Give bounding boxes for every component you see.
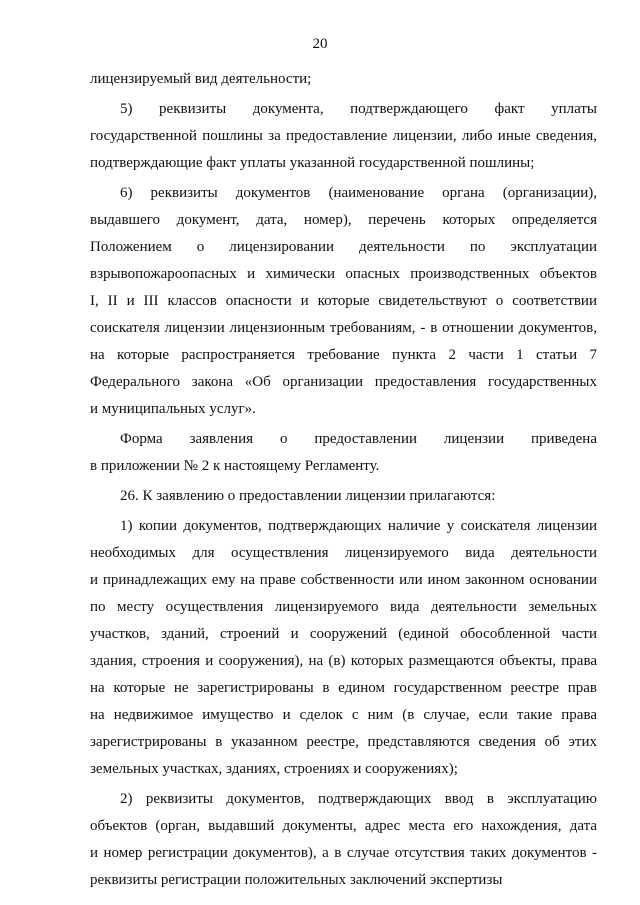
text-line: и принадлежащих ему на праве собственности или ином законном основании [90,572,597,588]
paragraph [90,426,597,480]
text-line: Положением о лицензировании деятельности по эксплуатации [90,239,597,255]
text-line: взрывопожароопасных и химически опасных производственных объектов [90,266,597,282]
paragraph [90,96,597,177]
text-line: выдавшего документ, дата, номер), перечень которых определяется [90,212,597,228]
text-line: соискателя лицензии лицензионным требованиям, - в отношении документов, [90,320,597,336]
text-line: земельных участках, зданиях, строениях и сооружениях); [90,761,458,777]
text-line: и муниципальных услуг». [90,401,256,417]
text-line: на которые распространяется требование пункта 2 части 1 статьи 7 [90,347,597,363]
text-line: необходимых для осуществления лицензируемого вида деятельности [90,545,597,561]
text-line: объектов (орган, выдавший документы, адрес места его нахождения, дата [90,818,597,834]
text-line: и номер регистрации документов), а в случае отсутствия таких документов - [90,845,597,861]
text-line: I, II и III классов опасности и которые свидетельствуют о соответствии [90,293,597,309]
page-number: 20 [312,36,328,52]
text-line: государственной пошлины за предоставление лицензии, либо иные сведения, [90,128,597,144]
paragraph [90,786,597,894]
text-line: 1) копии документов, подтверждающих наличие у соискателя лицензии [120,518,597,534]
paragraph [90,483,597,510]
document-body [90,66,597,897]
text-line: Федерального закона «Об организации предоставления государственных [90,374,597,390]
paragraph [90,513,597,783]
text-line: лицензируемый вид деятельности; [90,71,312,87]
paragraph [90,66,597,93]
paragraph [90,180,597,423]
text-line: 2) реквизиты документов, подтверждающих ввод в эксплуатацию [120,791,597,807]
text-line: по месту осуществления лицензируемого вида деятельности земельных [90,599,597,615]
text-line: зарегистрированы в указанном реестре, представляются сведения об этих [90,734,597,750]
text-line: реквизиты регистрации положительных заключений экспертизы [90,872,503,888]
text-line: 6) реквизиты документов (наименование органа (организации), [120,185,597,201]
text-line: 26. К заявлению о предоставлении лицензии прилагаются: [120,488,496,504]
text-line: на которые не зарегистрированы в едином государственном реестре прав [90,680,597,696]
text-line: Форма заявления о предоставлении лицензии приведена [120,431,597,447]
text-line: в приложении № 2 к настоящему Регламенту. [90,458,380,474]
text-line: участков, зданий, строений и сооружений (единой обособленной части [90,626,597,642]
text-line: здания, строения и сооружения), на (в) которых размещаются объекты, права [90,653,597,669]
text-line: подтверждающие факт уплаты указанной государственной пошлины; [90,155,535,171]
text-line: 5) реквизиты документа, подтверждающего факт уплаты [120,101,597,117]
text-line: на недвижимое имущество и сделок с ним (в случае, если такие права [90,707,597,723]
